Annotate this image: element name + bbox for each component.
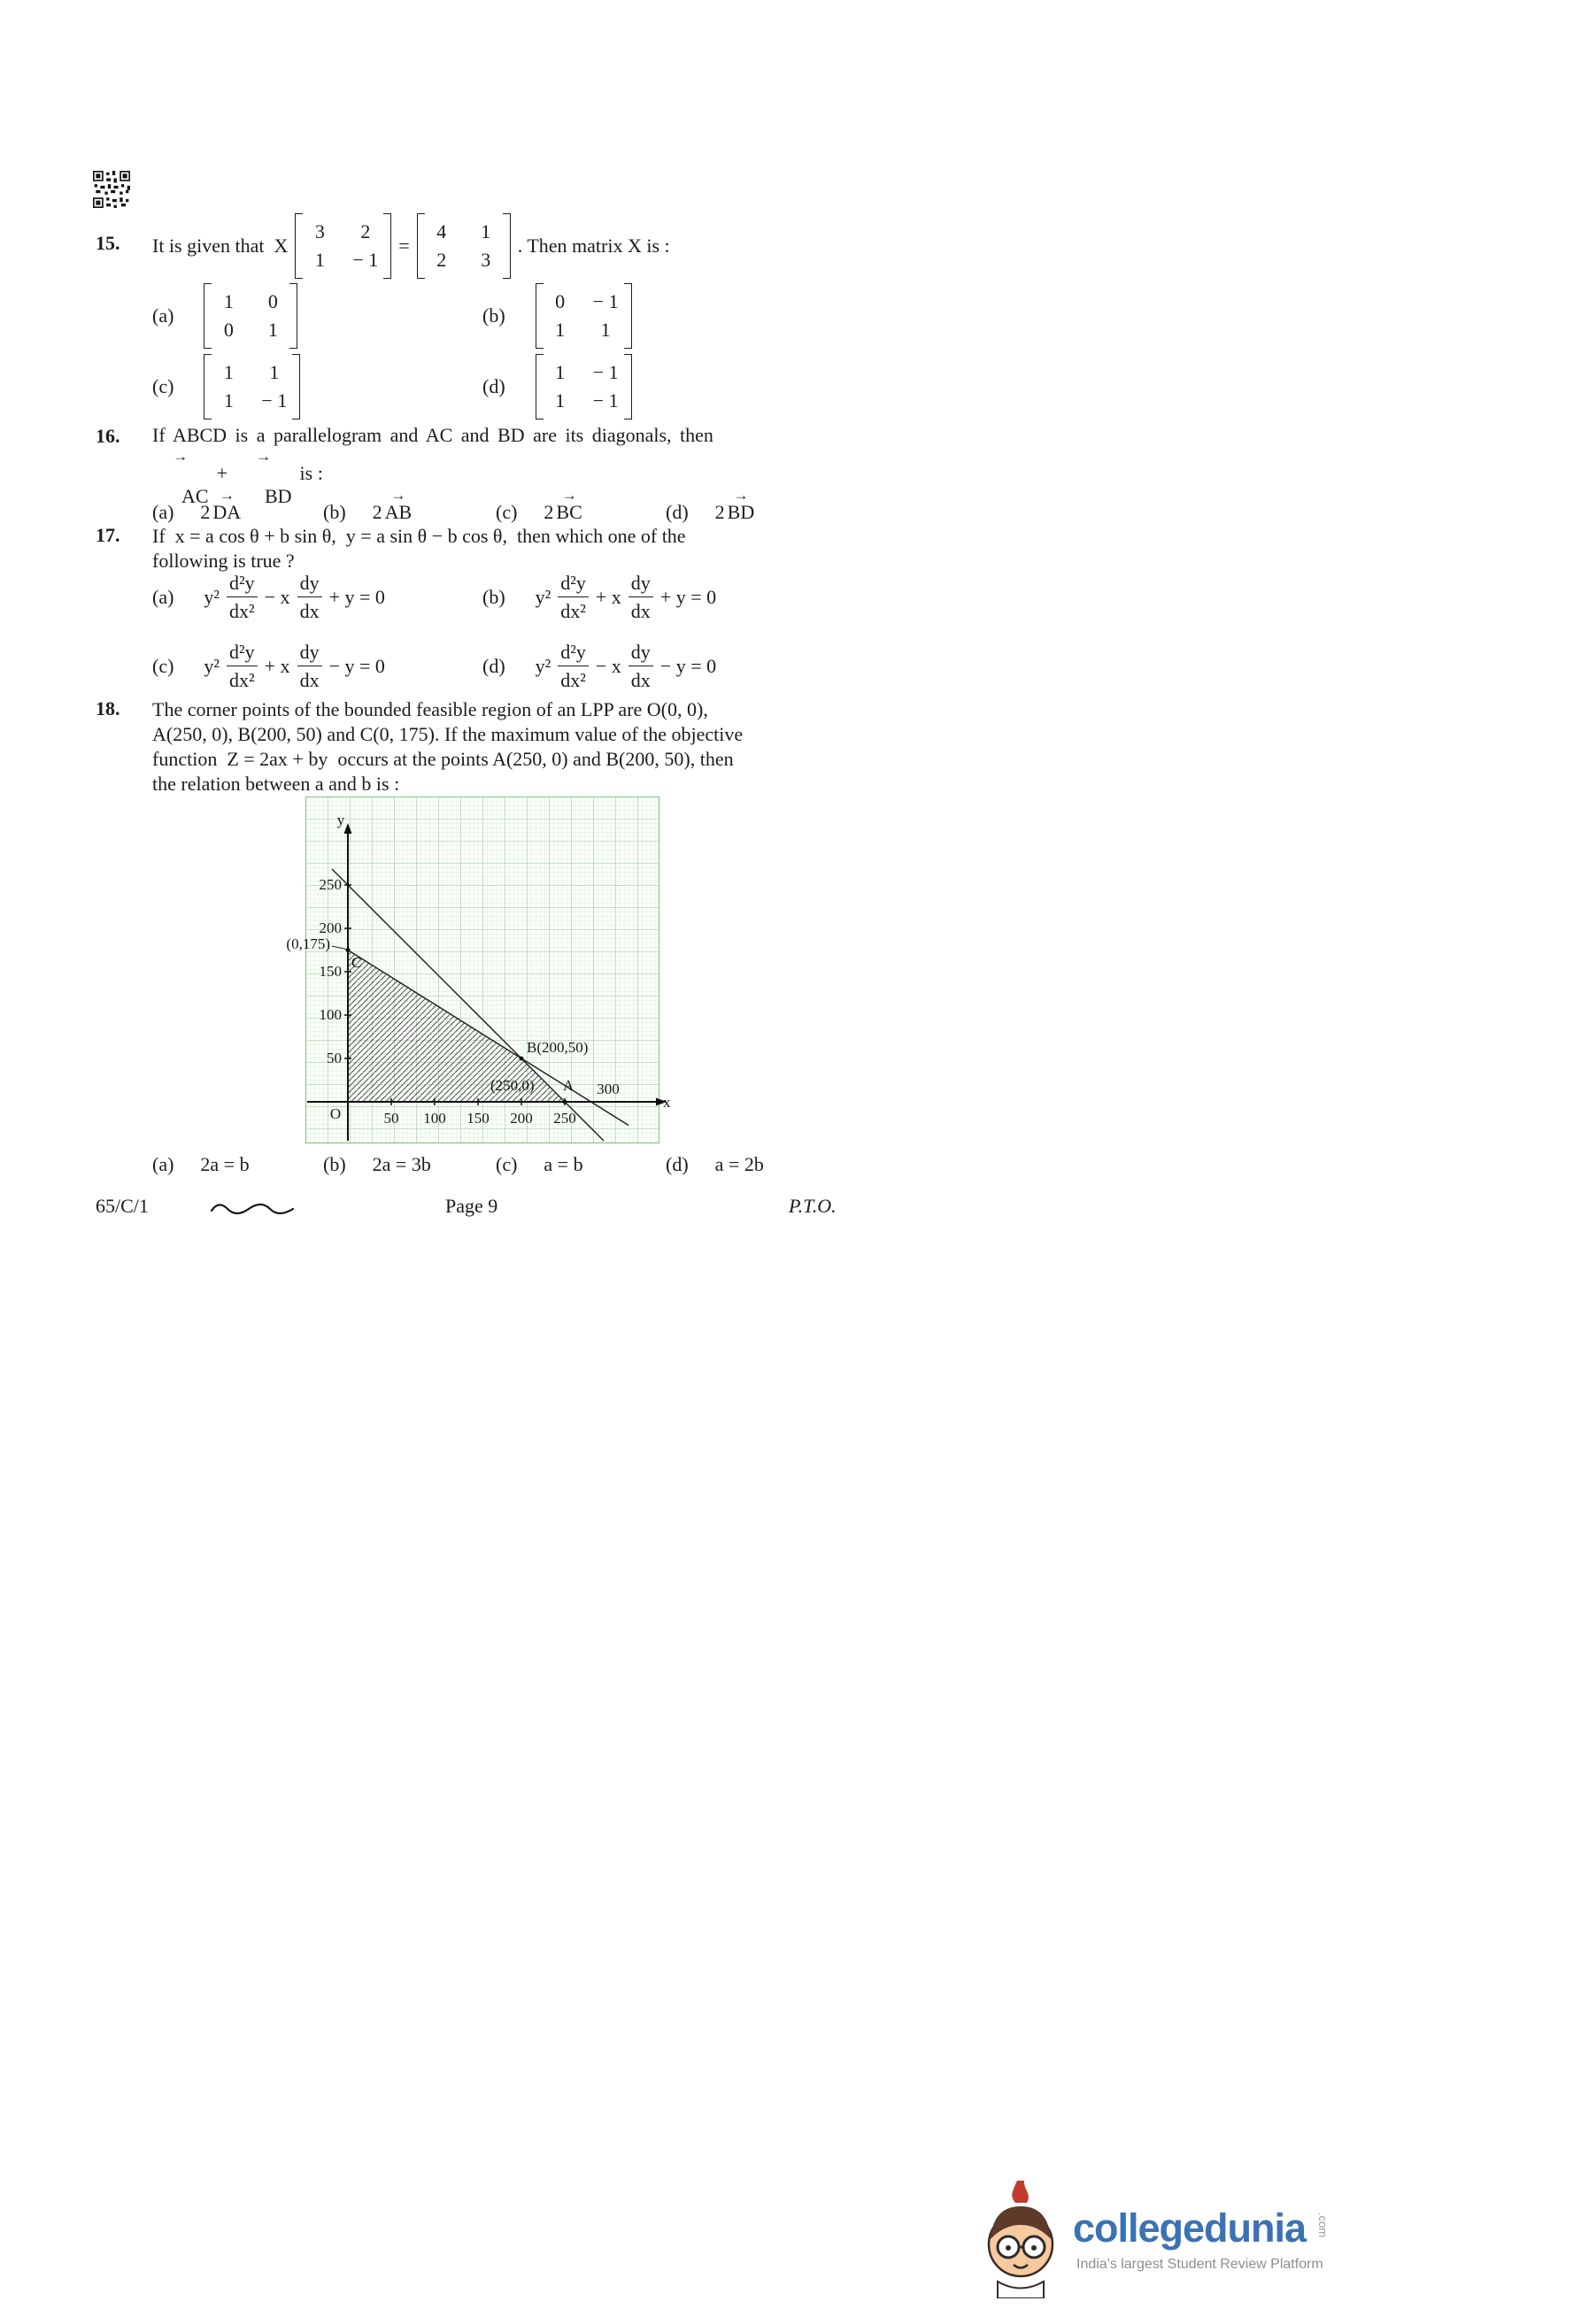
q18-option-b [323, 1153, 431, 1176]
q17-option-a [152, 572, 385, 623]
q15-result-matrix [417, 213, 511, 279]
point-C-label: C [351, 954, 362, 971]
option-label: (b) [482, 585, 505, 608]
q16-option-a [152, 487, 241, 524]
vector-letters: AB [384, 501, 413, 523]
q16-text-line1: If ABCD is a parallelogram and AC and BD are its diagonals, then [152, 424, 713, 446]
matrix-cell: 3 [314, 220, 325, 242]
fraction [227, 641, 258, 692]
option-value [715, 487, 755, 524]
fraction-denominator: dx² [229, 669, 255, 692]
formula-mid: − x [595, 654, 621, 677]
point-A-label: A [563, 1077, 575, 1094]
matrix-cell: 1 [267, 319, 278, 341]
q18-text [152, 697, 812, 796]
q18-text-line: A(250, 0), B(200, 50) and C(0, 175). If the maximum value of the objective [152, 723, 744, 745]
q16-option-b [323, 487, 412, 524]
vector-letters: AC [181, 485, 209, 507]
fraction-numerator: dy [629, 641, 653, 666]
fraction [558, 572, 589, 623]
q17-option-a-formula [204, 572, 384, 623]
q17-option-d-formula [536, 641, 716, 692]
fraction [558, 641, 589, 692]
qr-code-graphic [93, 170, 130, 209]
fraction [629, 572, 653, 623]
q17-text-line1: If x = a cos θ + b sin θ, y = a sin θ − b cos θ, then which one of the [152, 525, 686, 547]
vector-BD [235, 448, 292, 531]
formula-lead: y² [204, 654, 220, 677]
fraction [227, 572, 258, 623]
plus-sign: + [216, 462, 228, 484]
matrix-cell: 1 [223, 290, 234, 312]
q18-text-line: The corner points of the bounded feasible region of an LPP are O(0, 0), [152, 698, 708, 720]
fraction-numerator: d²y [227, 641, 258, 666]
option-value: a = 2b [714, 1153, 764, 1175]
matrix-cell: − 1 [592, 290, 619, 312]
vector-letters: DA [212, 501, 242, 523]
formula-lead: y² [535, 585, 551, 608]
q17-option-c-formula [204, 641, 384, 692]
q17-number: 17. [96, 524, 120, 546]
q17-option-c [152, 641, 385, 692]
matrix-cell: 1 [223, 389, 234, 412]
vector-BC [556, 487, 582, 524]
option-label: (a) [152, 1153, 174, 1175]
xtick-300: 300 [597, 1081, 620, 1097]
xtick-100: 100 [423, 1110, 446, 1127]
collegedunia-tagline: India's largest Student Review Platform [1076, 2257, 1323, 2272]
mascot-hair-tuft [1012, 2181, 1029, 2203]
q15-option-a [152, 283, 297, 349]
q18-number: 18. [96, 697, 120, 720]
paper-code: 65/C/1 [96, 1195, 149, 1217]
formula-tail: − y = 0 [659, 654, 717, 677]
option-value [200, 487, 241, 524]
vector-arrow: → [173, 448, 189, 465]
fraction-numerator: dy [297, 641, 322, 666]
fraction-denominator: dx [630, 600, 651, 623]
q18-option-a [152, 1153, 250, 1176]
equals-sign: = [398, 235, 410, 257]
q18-text-line: function Z = 2ax + by occurs at the points A(250, 0) and B(200, 50), then [152, 748, 734, 770]
coefficient: 2 [372, 501, 382, 523]
q15-option-d [482, 354, 632, 419]
q15-stem [152, 211, 670, 281]
matrix-cell: 2 [360, 220, 371, 242]
option-label: (b) [323, 1153, 346, 1175]
q16-suffix: is : [299, 462, 323, 484]
option-label: (b) [482, 304, 505, 327]
vector-DA [212, 487, 242, 524]
point-B-label: B(200,50) [527, 1039, 589, 1056]
matrix-cell: 2 [436, 249, 447, 271]
option-value [373, 487, 413, 524]
fraction-denominator: dx [630, 669, 651, 692]
q15-option-c-matrix [204, 354, 300, 419]
formula-tail: + y = 0 [659, 585, 717, 608]
matrix-cell: − 1 [592, 361, 619, 383]
matrix-cell: − 1 [261, 389, 288, 412]
option-label: (b) [323, 501, 346, 523]
option-label: (d) [666, 1153, 689, 1175]
qr-code [93, 170, 130, 209]
ytick-150: 150 [319, 963, 342, 980]
y-axis-label: y [336, 812, 345, 828]
q18-text-line: the relation between a and b is : [152, 773, 400, 795]
vector-BD [727, 487, 755, 524]
matrix-cell: 1 [600, 319, 611, 341]
matrix-cell: 1 [555, 361, 566, 383]
page-number: Page 9 [445, 1195, 498, 1217]
fraction-numerator: d²y [558, 641, 589, 666]
q16-option-c [496, 487, 582, 524]
matrix-cell: 1 [555, 389, 566, 412]
matrix-cell: 3 [481, 249, 491, 271]
q17-option-d [482, 641, 716, 692]
vector-arrow: → [219, 487, 235, 504]
q15-stem-suffix: . Then matrix X is : [517, 235, 670, 257]
xtick-150: 150 [467, 1110, 490, 1127]
matrix-cell: 0 [267, 290, 278, 312]
point-A [563, 1100, 567, 1104]
ytick-250: 250 [319, 876, 342, 893]
matrix-cell: 4 [436, 220, 447, 242]
matrix-cell: 0 [555, 290, 566, 312]
vector-AB [384, 487, 413, 524]
vector-arrow: → [561, 487, 577, 504]
q15-option-b-matrix [536, 283, 632, 349]
option-label: (a) [152, 304, 174, 327]
option-label: (a) [152, 585, 174, 608]
fraction-numerator: d²y [558, 572, 589, 597]
formula-mid: − x [264, 585, 290, 608]
vector-letters: BD [727, 501, 755, 523]
vector-arrow: → [390, 487, 406, 504]
option-label: (d) [482, 375, 505, 397]
coefficient: 2 [200, 501, 211, 523]
option-label: (c) [496, 1153, 518, 1175]
formula-lead: y² [535, 654, 551, 677]
matrix-cell: 1 [269, 361, 280, 383]
q15-option-c [152, 354, 300, 419]
ytick-100: 100 [319, 1006, 342, 1023]
ytick-50: 50 [327, 1050, 342, 1066]
q17-text-line2: following is true ? [152, 550, 295, 572]
fraction-numerator: dy [297, 572, 322, 597]
fraction-numerator: d²y [227, 572, 258, 597]
point-C [346, 948, 351, 952]
squiggle-mark [210, 1198, 298, 1222]
option-label: (c) [152, 375, 174, 397]
matrix-cell: 1 [223, 361, 234, 383]
matrix-cell: − 1 [352, 249, 379, 271]
formula-mid: + x [264, 654, 290, 677]
lpp-graph [286, 796, 677, 1150]
fraction [297, 572, 322, 623]
q15-number: 15. [96, 232, 120, 254]
q18-option-c [496, 1153, 583, 1176]
matrix-cell: 1 [314, 249, 325, 271]
xtick-250: 250 [553, 1110, 576, 1127]
collegedunia-logo-text: collegedunia [1073, 2205, 1307, 2251]
q16-option-d [666, 487, 754, 524]
q16-number: 16. [96, 425, 120, 447]
matrix-cell: − 1 [592, 389, 619, 412]
origin-label: O [329, 1105, 342, 1122]
fraction-denominator: dx [299, 669, 320, 692]
point-C-coords: (0,175) [286, 935, 330, 952]
option-value: 2a = 3b [372, 1153, 431, 1175]
q15-option-b [482, 283, 632, 349]
formula-mid: + x [595, 585, 621, 608]
collegedunia-tld: .com [1316, 2212, 1330, 2238]
x-axis-label: x [663, 1094, 671, 1111]
collegedunia-mascot [976, 2179, 1065, 2303]
matrix-cell: 0 [223, 319, 234, 341]
fraction-denominator: dx² [229, 600, 255, 623]
point-B [520, 1057, 524, 1061]
option-label: (d) [482, 654, 505, 677]
point-A-coords: (250,0) [490, 1077, 535, 1094]
formula-lead: y² [204, 585, 220, 608]
option-value [544, 487, 582, 524]
coefficient: 2 [714, 501, 725, 523]
option-value: 2a = b [200, 1153, 250, 1175]
vector-arrow: → [256, 448, 272, 465]
pto-label: P.T.O. [789, 1195, 837, 1217]
option-label: (c) [152, 654, 174, 677]
q15-option-a-matrix [204, 283, 297, 349]
xtick-50: 50 [383, 1110, 399, 1127]
formula-tail: − y = 0 [328, 654, 385, 677]
option-label: (c) [496, 501, 518, 523]
option-value: a = b [544, 1153, 583, 1175]
matrix-cell: 1 [481, 220, 491, 242]
lpp-graph-svg [286, 796, 677, 1150]
fraction-numerator: dy [629, 572, 653, 597]
q15-option-d-matrix [536, 354, 632, 419]
vector-letters: BD [264, 485, 292, 507]
fraction-denominator: dx [299, 600, 320, 623]
option-label: (d) [666, 501, 689, 523]
vector-arrow: → [733, 487, 749, 504]
vector-letters: BC [556, 501, 582, 523]
coefficient: 2 [544, 501, 554, 523]
fraction-denominator: dx² [560, 600, 586, 623]
matrix-cell: 1 [555, 319, 566, 341]
q17-option-b [482, 572, 716, 623]
fraction-denominator: dx² [560, 669, 586, 692]
q18-option-d [666, 1153, 764, 1176]
q15-given-matrix [295, 213, 391, 279]
q17-option-b-formula [536, 572, 716, 623]
fraction [629, 641, 653, 692]
fraction [297, 641, 322, 692]
xtick-200: 200 [510, 1110, 533, 1127]
ytick-200: 200 [319, 920, 342, 936]
option-label: (a) [152, 501, 174, 523]
formula-tail: + y = 0 [328, 585, 385, 608]
q15-stem-prefix: It is given that X [152, 235, 289, 257]
